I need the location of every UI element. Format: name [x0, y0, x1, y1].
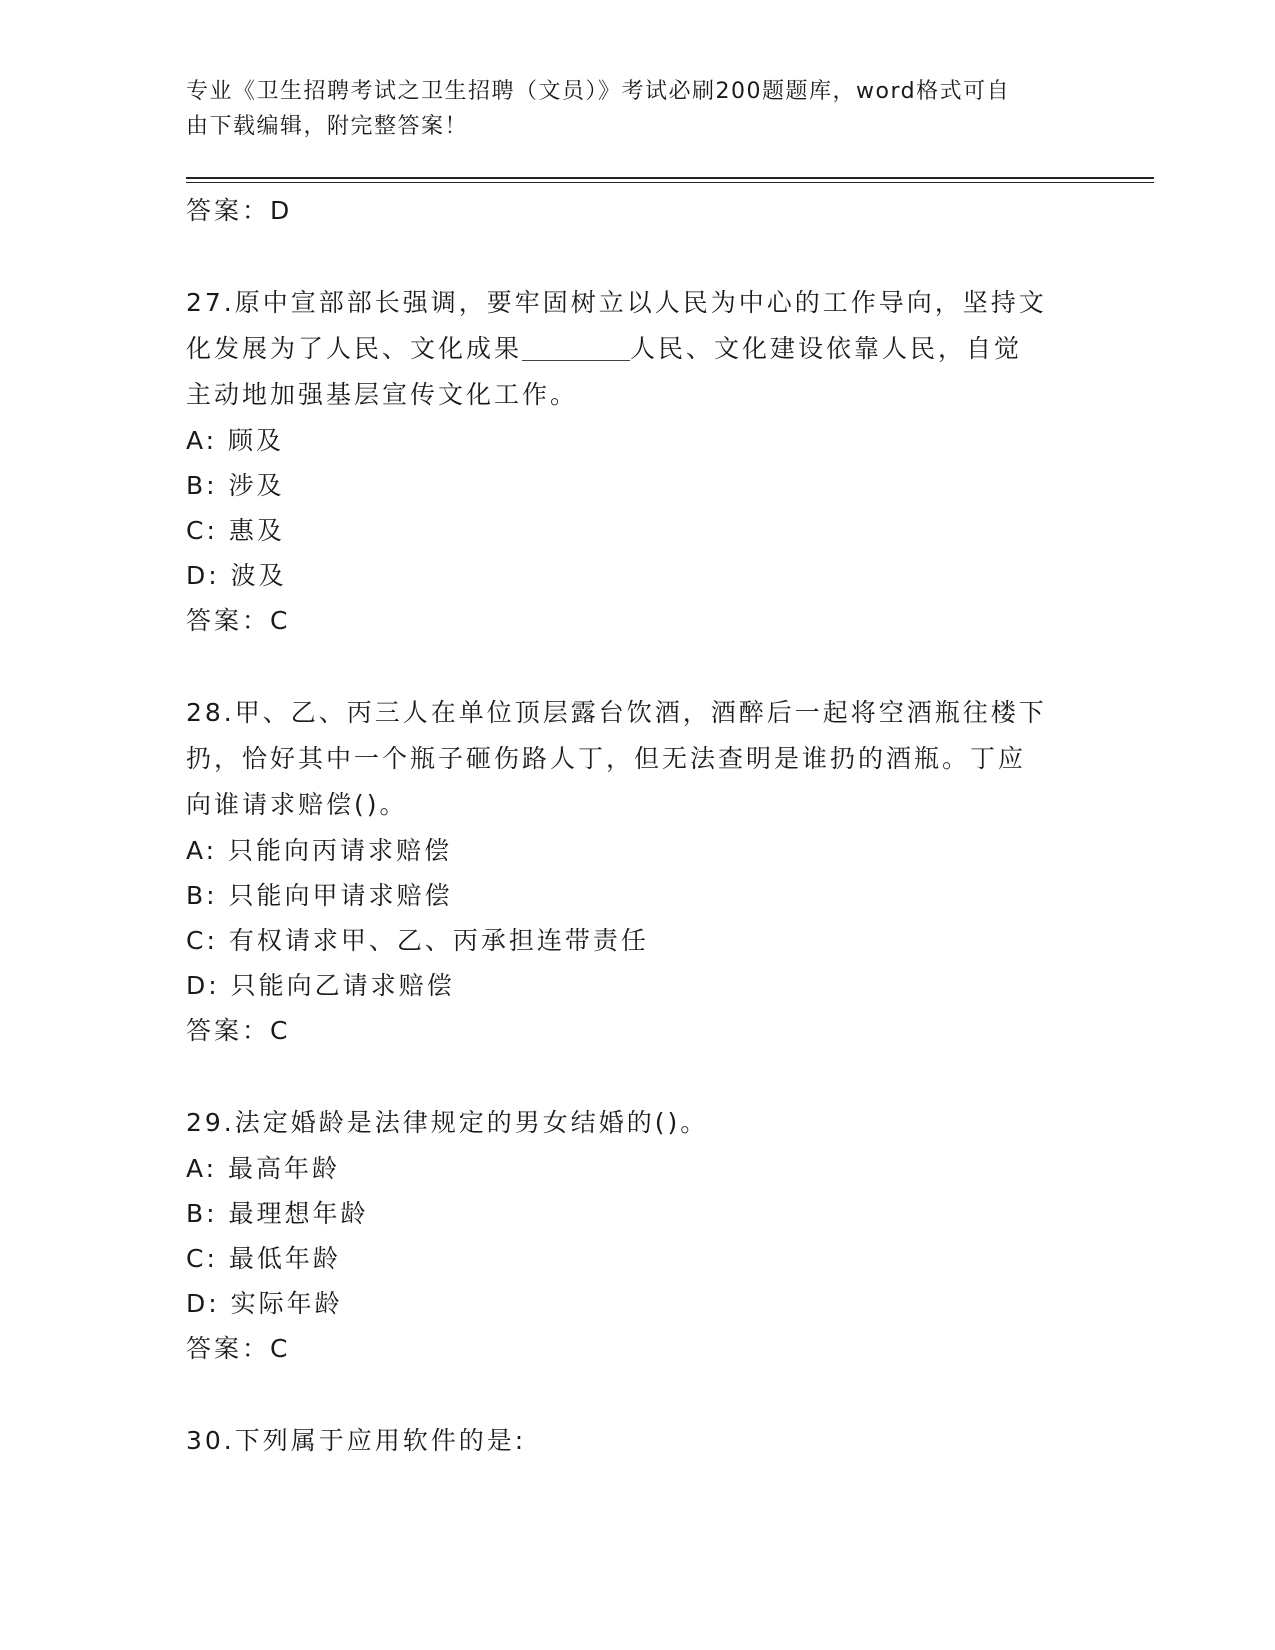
option-c: C: 惠及 [186, 516, 285, 545]
question-29 [186, 1100, 1066, 1372]
question-28 [186, 690, 1066, 1054]
option-a: A: 只能向丙请求赔偿 [186, 836, 453, 865]
stem-line: 27.原中宣部部长强调，要牢固树立以人民为中心的工作导向，坚持文 [186, 288, 1047, 317]
stem-line: 29.法定婚龄是法律规定的男女结婚的()。 [186, 1108, 709, 1137]
question-stem [186, 690, 1066, 828]
option-c: C: 最低年龄 [186, 1244, 341, 1273]
option-d: D: 波及 [186, 561, 287, 590]
option-d: D: 只能向乙请求赔偿 [186, 971, 455, 1000]
question-stem [186, 1418, 1066, 1464]
question-stem [186, 1100, 1066, 1146]
header-line-2: 由下载编辑，附完整答案！ [186, 114, 469, 139]
option-a: A: 最高年龄 [186, 1154, 341, 1183]
header-divider-thick [186, 177, 1154, 179]
option-c: C: 有权请求甲、乙、丙承担连带责任 [186, 926, 649, 955]
stem-line [186, 326, 1066, 372]
option-b: B: 最理想年龄 [186, 1199, 369, 1228]
answer-line: 答案：D [186, 196, 293, 225]
stem-text: 化发展为了人民、文化成果 [186, 334, 523, 363]
document-header [186, 74, 1066, 144]
option-b: B: 只能向甲请求赔偿 [186, 881, 453, 910]
question-27 [186, 280, 1066, 644]
option-a: A: 顾及 [186, 426, 285, 455]
option-b: B: 涉及 [186, 471, 285, 500]
header-line-1: 专业《卫生招聘考试之卫生招聘（文员）》考试必刷200题题库，word格式可自 [186, 79, 1011, 104]
header-divider-thin [186, 182, 1154, 183]
answer-line: 答案：C [186, 1016, 291, 1045]
question-30 [186, 1418, 1066, 1464]
answer-line: 答案：C [186, 606, 291, 635]
answer-line: 答案：C [186, 1334, 291, 1363]
document-body [186, 188, 1066, 1464]
stem-line: 扔，恰好其中一个瓶子砸伤路人丁，但无法查明是谁扔的酒瓶。丁应 [186, 744, 1027, 773]
stem-line: 28.甲、乙、丙三人在单位顶层露台饮酒，酒醉后一起将空酒瓶往楼下 [186, 698, 1047, 727]
stem-line: 向谁请求赔偿()。 [186, 790, 408, 819]
question-stem [186, 280, 1066, 418]
stem-line: 主动地加强基层宣传文化工作。 [186, 380, 579, 409]
option-d: D: 实际年龄 [186, 1289, 343, 1318]
stem-line: 30.下列属于应用软件的是: [186, 1426, 527, 1455]
fill-blank [522, 334, 630, 361]
stem-text: 人民、文化建设依靠人民，自觉 [630, 334, 1023, 363]
